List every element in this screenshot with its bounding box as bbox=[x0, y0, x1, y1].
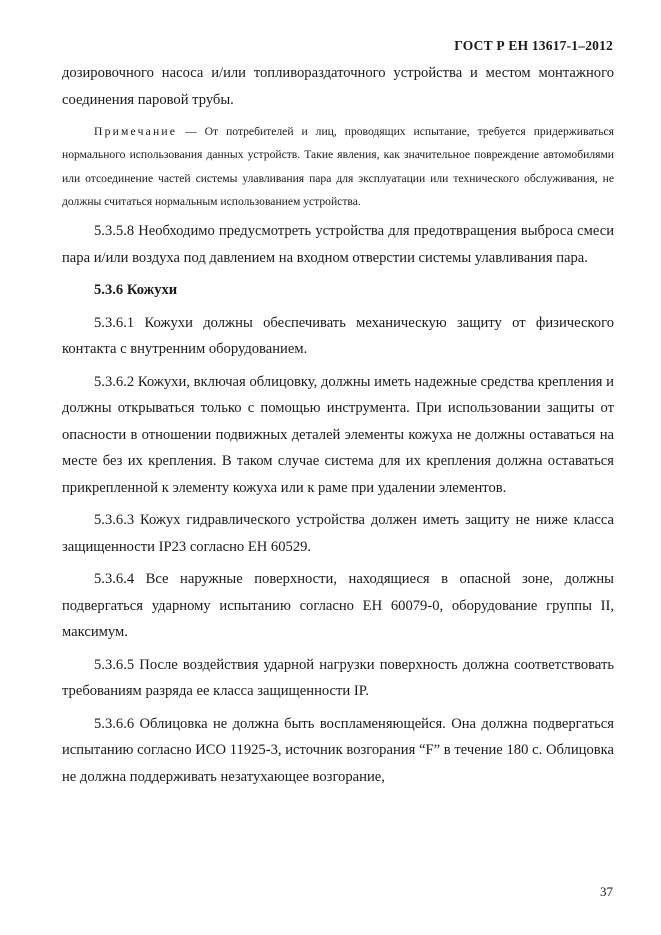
note bbox=[62, 120, 614, 213]
page-number: 37 bbox=[600, 884, 613, 899]
continued-paragraph: дозировочного насоса и/или топливораздаточного устройства и местом монтажного соединения паровой трубы. bbox=[62, 65, 614, 108]
paragraph-5-3-6-2: 5.3.6.2 Кожухи, включая облицовку, должны иметь надежные средства крепления и должны открываться только с помощью инструмента. При использовании защиты от опасности в отношении подвижных деталей элементы кожуха не должны оставаться на месте без их крепления. В таком случае система для их крепления должна оставаться прикрепленной к элементу кожуха или к раме при удалении элементов. bbox=[62, 373, 614, 496]
paragraph-5-3-6-1: 5.3.6.1 Кожухи должны обеспечивать механическую защиту от физического контакта с внутренним оборудованием. bbox=[62, 314, 614, 358]
note-label: Примечание bbox=[94, 125, 178, 138]
page-body bbox=[62, 60, 614, 790]
paragraph-5-3-5-8: 5.3.5.8 Необходимо предусмотреть устройства для предотвращения выброса смеси пара и/или воздуха под давлением на входном отверстии системы улавливания пара. bbox=[62, 223, 614, 266]
document-header: ГОСТ Р ЕН 13617-1–2012 bbox=[454, 38, 613, 53]
section-heading: 5.3.6 Кожухи bbox=[94, 282, 178, 299]
note-text: — От потребителей и лиц, проводящих испытание, требуется придерживаться нормального использования данных устройств. Такие явления, как значительное повреждение автомобилями или отсоединение частей системы улавливания пара для эксплуатации или технического обслуживания, не должны считаться нормальным использованием устройства. bbox=[62, 125, 614, 208]
paragraph-5-3-6-3: 5.3.6.3 Кожух гидравлического устройства должен иметь защиту не ниже класса защищенности IP23 согласно ЕН 60529. bbox=[62, 512, 614, 555]
paragraph-5-3-6-4: 5.3.6.4 Все наружные поверхности, находящиеся в опасной зоне, должны подвергаться ударному испытанию согласно ЕН 60079-0, оборудование группы II, максимум. bbox=[62, 571, 614, 641]
paragraph-5-3-6-5: 5.3.6.5 После воздействия ударной нагрузки поверхность должна соответствовать требованиям разряда ее класса защищенности IP. bbox=[62, 656, 614, 700]
paragraph-5-3-6-6: 5.3.6.6 Облицовка не должна быть воспламеняющейся. Она должна подвергаться испытанию согласно ИСО 11925-3, источник возгорания “F” в течение 180 с. Облицовка не должна поддерживать незатухающее возгорание, bbox=[62, 715, 614, 785]
